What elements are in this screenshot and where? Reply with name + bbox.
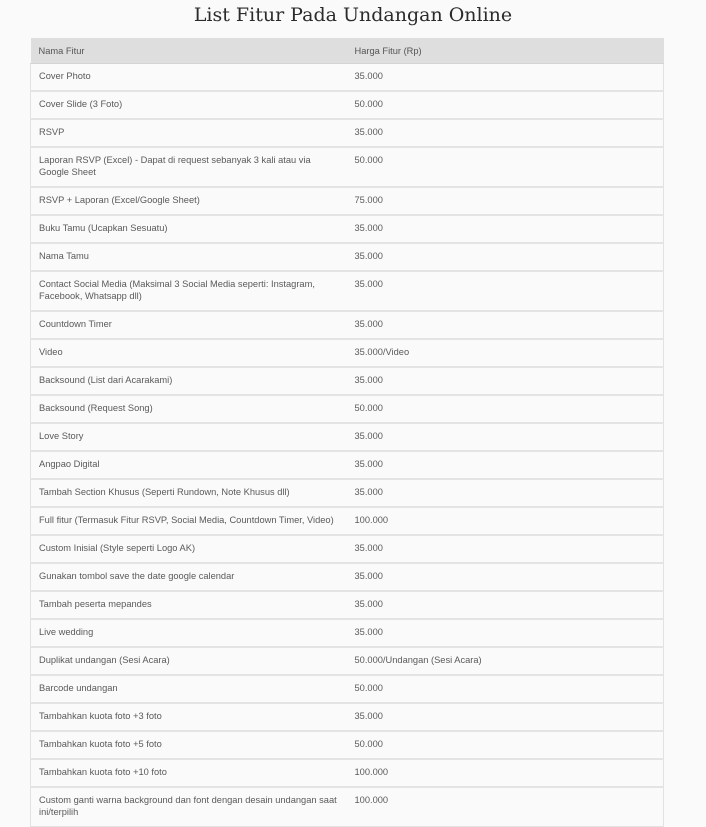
page-title: List Fitur Pada Undangan Online xyxy=(193,4,513,26)
feature-price: 50.000 xyxy=(347,91,664,119)
feature-price: 35.000 xyxy=(347,367,664,395)
feature-price: 35.000 xyxy=(347,311,664,339)
feature-price: 50.000 xyxy=(347,731,664,759)
table-row xyxy=(31,507,664,535)
feature-name: Tambahkan kuota foto +10 foto xyxy=(31,759,347,787)
feature-price: 35.000 xyxy=(347,119,664,147)
feature-name: Love Story xyxy=(31,423,347,451)
feature-price: 35.000/Video xyxy=(347,339,664,367)
feature-price: 35.000 xyxy=(347,64,664,92)
table-row xyxy=(31,243,664,271)
table-row xyxy=(31,367,664,395)
table-row xyxy=(31,535,664,563)
feature-name: Tambah Section Khusus (Seperti Rundown, Note Khusus dll) xyxy=(31,479,347,507)
table-row xyxy=(31,451,664,479)
feature-name: Laporan RSVP (Excel) - Dapat di request sebanyak 3 kali atau via Google Sheet xyxy=(31,147,347,187)
table-row xyxy=(31,479,664,507)
feature-price-table xyxy=(30,38,664,827)
table-row xyxy=(31,647,664,675)
feature-price: 35.000 xyxy=(347,451,664,479)
feature-price: 50.000 xyxy=(347,395,664,423)
feature-name: Tambahkan kuota foto +3 foto xyxy=(31,703,347,731)
feature-name: Gunakan tombol save the date google calendar xyxy=(31,563,347,591)
table-row xyxy=(31,339,664,367)
header-feature-name: Nama Fitur xyxy=(31,38,347,64)
feature-name: Cover Slide (3 Foto) xyxy=(31,91,347,119)
feature-price: 35.000 xyxy=(347,215,664,243)
feature-price: 100.000 xyxy=(347,759,664,787)
feature-price: 100.000 xyxy=(347,787,664,827)
table-row xyxy=(31,64,664,92)
table-row xyxy=(31,91,664,119)
table-row xyxy=(31,395,664,423)
feature-price: 35.000 xyxy=(347,271,664,311)
feature-price: 35.000 xyxy=(347,243,664,271)
feature-name: Live wedding xyxy=(31,619,347,647)
table-row xyxy=(31,591,664,619)
table-row xyxy=(31,119,664,147)
feature-name: Tambahkan kuota foto +5 foto xyxy=(31,731,347,759)
feature-name: Video xyxy=(31,339,347,367)
feature-name: Duplikat undangan (Sesi Acara) xyxy=(31,647,347,675)
table-header-row xyxy=(31,38,664,64)
feature-name: Nama Tamu xyxy=(31,243,347,271)
table-row xyxy=(31,675,664,703)
feature-name: Backsound (List dari Acarakami) xyxy=(31,367,347,395)
table-row xyxy=(31,271,664,311)
feature-price: 100.000 xyxy=(347,507,664,535)
feature-name: Contact Social Media (Maksimal 3 Social Media seperti: Instagram, Facebook, Whatsapp dll) xyxy=(31,271,347,311)
feature-name: RSVP + Laporan (Excel/Google Sheet) xyxy=(31,187,347,215)
feature-price: 35.000 xyxy=(347,703,664,731)
feature-name: Tambah peserta mepandes xyxy=(31,591,347,619)
feature-price: 50.000 xyxy=(347,147,664,187)
feature-price: 35.000 xyxy=(347,563,664,591)
feature-price: 35.000 xyxy=(347,423,664,451)
table-row xyxy=(31,759,664,787)
table-row xyxy=(31,703,664,731)
feature-name: Custom ganti warna background dan font dengan desain undangan saat ini/terpilih xyxy=(31,787,347,827)
feature-price: 50.000/Undangan (Sesi Acara) xyxy=(347,647,664,675)
table-row xyxy=(31,787,664,827)
table-row xyxy=(31,147,664,187)
feature-price: 75.000 xyxy=(347,187,664,215)
feature-name: Angpao Digital xyxy=(31,451,347,479)
table-row xyxy=(31,187,664,215)
feature-name: Backsound (Request Song) xyxy=(31,395,347,423)
table-row xyxy=(31,423,664,451)
feature-name: RSVP xyxy=(31,119,347,147)
table-row xyxy=(31,311,664,339)
table-row xyxy=(31,563,664,591)
feature-price: 35.000 xyxy=(347,591,664,619)
feature-price: 35.000 xyxy=(347,479,664,507)
feature-name: Buku Tamu (Ucapkan Sesuatu) xyxy=(31,215,347,243)
feature-name: Countdown Timer xyxy=(31,311,347,339)
feature-price: 35.000 xyxy=(347,535,664,563)
table-row xyxy=(31,619,664,647)
table-row xyxy=(31,215,664,243)
feature-name: Barcode undangan xyxy=(31,675,347,703)
feature-price: 35.000 xyxy=(347,619,664,647)
feature-name: Custom Inisial (Style seperti Logo AK) xyxy=(31,535,347,563)
table-row xyxy=(31,731,664,759)
feature-price: 50.000 xyxy=(347,675,664,703)
header-feature-price: Harga Fitur (Rp) xyxy=(347,38,664,64)
feature-name: Cover Photo xyxy=(31,64,347,92)
feature-name: Full fitur (Termasuk Fitur RSVP, Social Media, Countdown Timer, Video) xyxy=(31,507,347,535)
